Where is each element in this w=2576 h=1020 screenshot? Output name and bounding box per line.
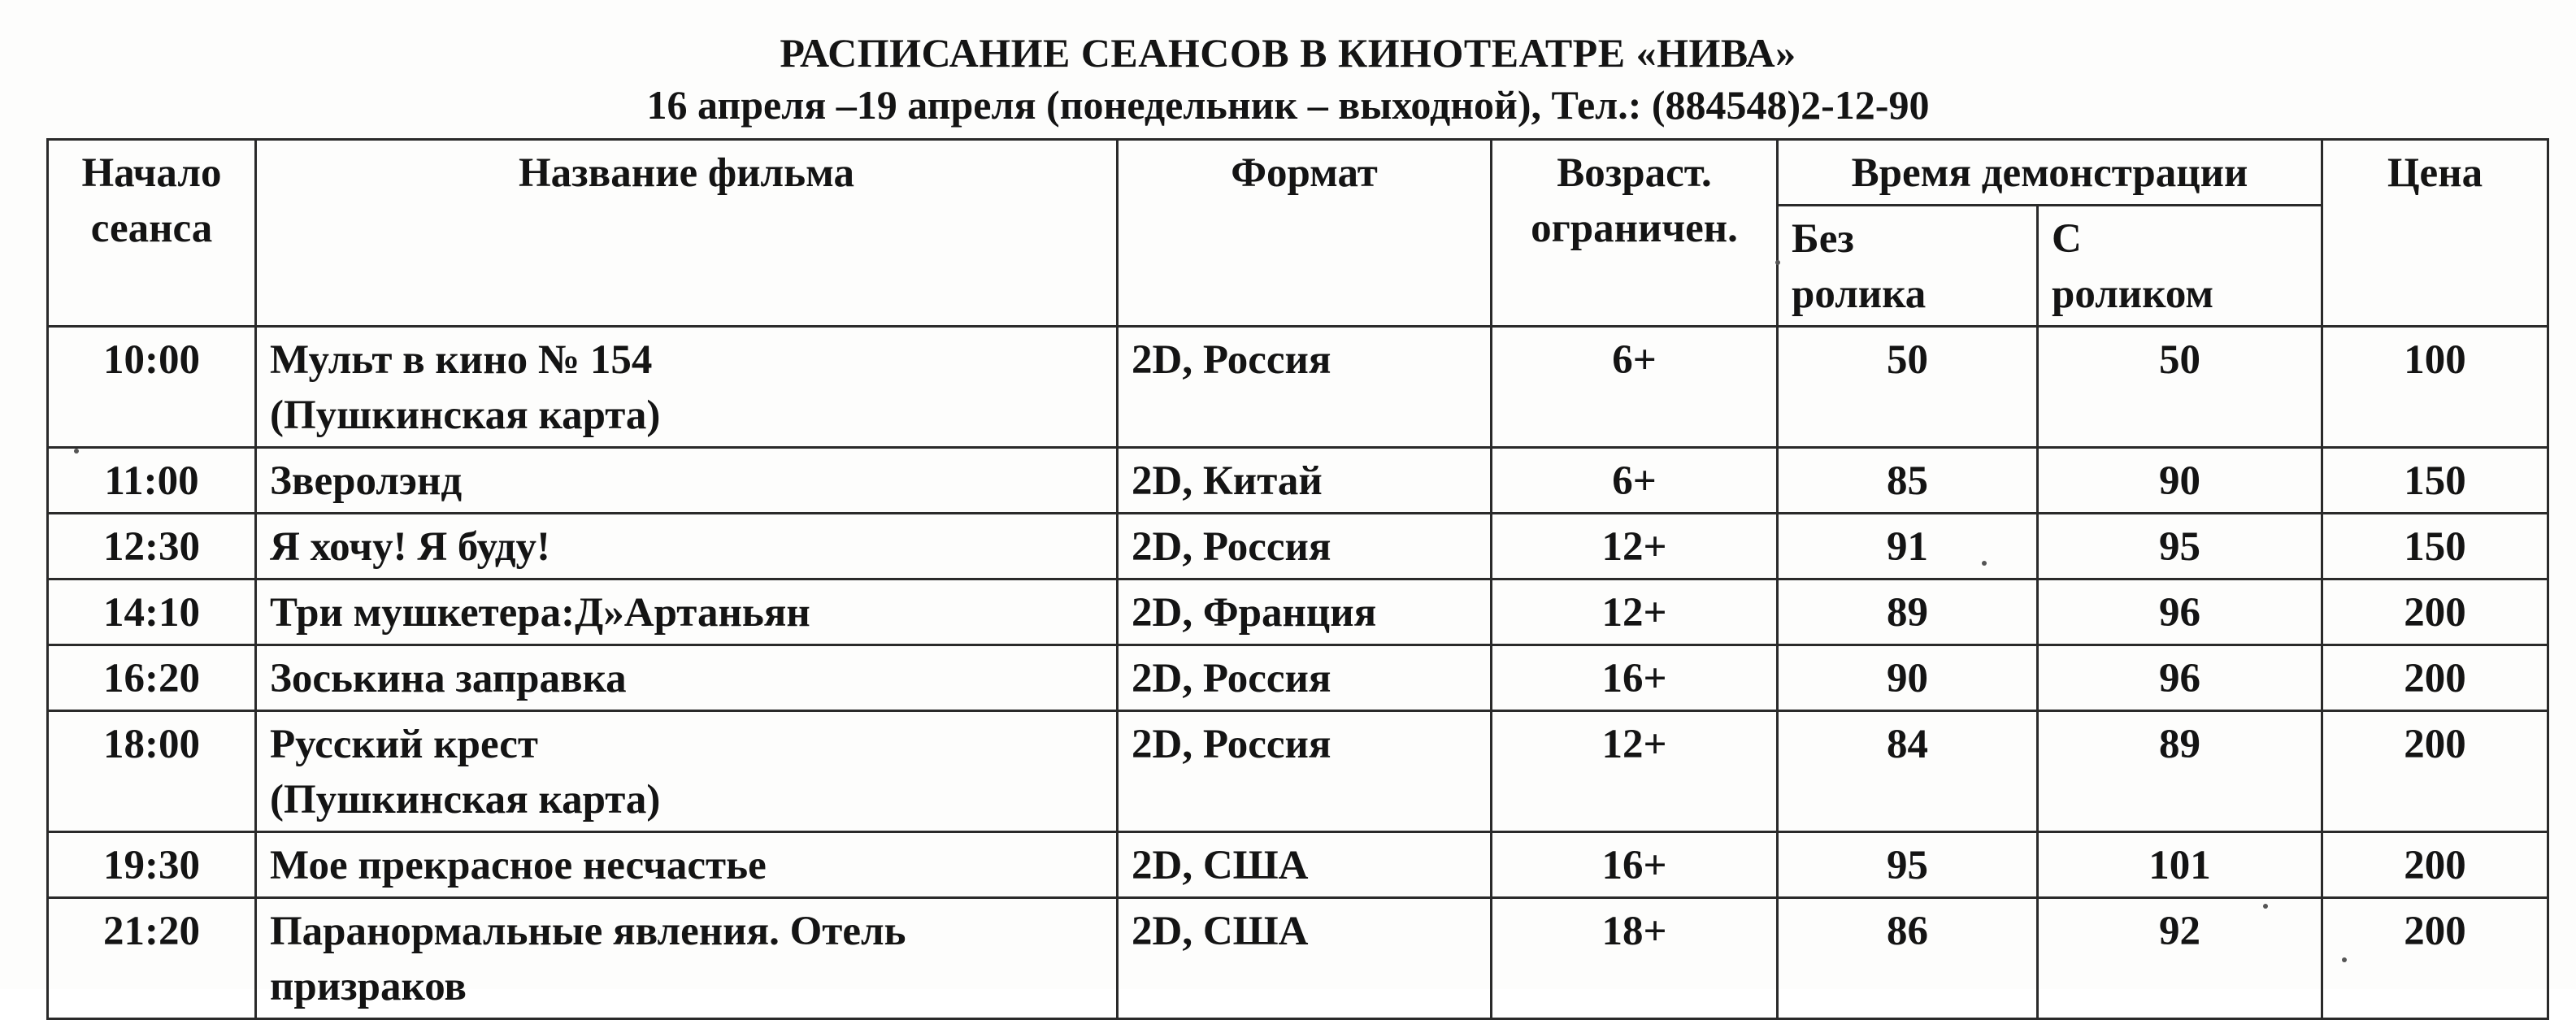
film-title <box>256 898 1118 1019</box>
age-rating: 12+ <box>1492 579 1778 645</box>
film-title-line: (Пушкинская карта) <box>270 393 661 438</box>
film-format: 2D, Россия <box>1118 711 1492 832</box>
ticket-price: 200 <box>2322 579 2548 645</box>
film-title-line: Я хочу! Я буду! <box>270 524 551 570</box>
table-row <box>48 645 2548 711</box>
duration-with-trailer: 50 <box>2038 327 2322 448</box>
duration-no-trailer: 95 <box>1778 832 2038 898</box>
session-time: 18:00 <box>48 711 256 832</box>
film-title <box>256 579 1118 645</box>
duration-no-trailer: 89 <box>1778 579 2038 645</box>
age-rating: 18+ <box>1492 898 1778 1019</box>
film-title <box>256 645 1118 711</box>
session-time: 11:00 <box>48 448 256 514</box>
film-title-line: Три мушкетера:Д»Артаньян <box>270 590 810 636</box>
age-rating: 16+ <box>1492 832 1778 898</box>
duration-no-trailer: 50 <box>1778 327 2038 448</box>
table-body <box>48 327 2548 1019</box>
duration-with-trailer: 90 <box>2038 448 2322 514</box>
film-title-line: Мульт в кино № 154 <box>270 337 653 383</box>
scan-speck <box>1775 260 1780 265</box>
film-format: 2D, Россия <box>1118 327 1492 448</box>
header-start-line-1: Начало <box>81 150 222 196</box>
table-row <box>48 514 2548 579</box>
session-time: 12:30 <box>48 514 256 579</box>
film-title-line: (Пушкинская карта) <box>270 777 661 823</box>
ticket-price: 200 <box>2322 898 2548 1019</box>
header-with-trailer-line-2: роликом <box>2052 271 2214 317</box>
film-title <box>256 514 1118 579</box>
header-no-trailer <box>1778 206 2038 327</box>
age-rating: 6+ <box>1492 448 1778 514</box>
header-film-title: Название фильма <box>256 140 1118 327</box>
document-title: РАСПИСАНИЕ СЕАНСОВ В КИНОТЕАТРЕ «НИВА» <box>780 30 1796 76</box>
header-age-line-2: ограничен. <box>1531 206 1738 251</box>
session-time: 16:20 <box>48 645 256 711</box>
ticket-price: 100 <box>2322 327 2548 448</box>
scan-speck <box>74 449 79 454</box>
film-title-line: Зоськина заправка <box>270 656 627 701</box>
age-rating: 12+ <box>1492 514 1778 579</box>
ticket-price: 200 <box>2322 711 2548 832</box>
table-row <box>48 832 2548 898</box>
table-header <box>48 140 2548 327</box>
duration-with-trailer: 101 <box>2038 832 2322 898</box>
age-rating: 12+ <box>1492 711 1778 832</box>
session-time: 21:20 <box>48 898 256 1019</box>
scan-speck <box>2342 957 2347 962</box>
header-duration: Время демонстрации <box>1778 140 2322 206</box>
header-age-line-1: Возраст. <box>1557 150 1712 196</box>
table-row <box>48 898 2548 1019</box>
duration-with-trailer: 96 <box>2038 645 2322 711</box>
film-title <box>256 711 1118 832</box>
header-no-trailer-line-2: ролика <box>1792 271 1927 317</box>
header-age-limit <box>1492 140 1778 327</box>
duration-no-trailer: 91 <box>1778 514 2038 579</box>
header-no-trailer-line-1: Без <box>1792 216 1854 262</box>
session-time: 19:30 <box>48 832 256 898</box>
duration-with-trailer: 89 <box>2038 711 2322 832</box>
duration-no-trailer: 84 <box>1778 711 2038 832</box>
duration-no-trailer: 85 <box>1778 448 2038 514</box>
duration-with-trailer: 92 <box>2038 898 2322 1019</box>
document-subtitle: 16 апреля –19 апреля (понедельник – выходной), Тел.: (884548)2-12-90 <box>646 82 1930 128</box>
film-format: 2D, США <box>1118 832 1492 898</box>
header-price: Цена <box>2322 140 2548 327</box>
header-format: Формат <box>1118 140 1492 327</box>
ticket-price: 200 <box>2322 645 2548 711</box>
film-title-line: Русский крест <box>270 722 538 767</box>
film-format: 2D, Россия <box>1118 645 1492 711</box>
film-format: 2D, Китай <box>1118 448 1492 514</box>
ticket-price: 200 <box>2322 832 2548 898</box>
film-title <box>256 448 1118 514</box>
header-start-time <box>48 140 256 327</box>
duration-no-trailer: 86 <box>1778 898 2038 1019</box>
film-title <box>256 832 1118 898</box>
duration-with-trailer: 95 <box>2038 514 2322 579</box>
duration-no-trailer: 90 <box>1778 645 2038 711</box>
film-format: 2D, Франция <box>1118 579 1492 645</box>
session-time: 14:10 <box>48 579 256 645</box>
film-title-line: Мое прекрасное несчастье <box>270 843 767 888</box>
film-title-line: призраков <box>270 964 467 1009</box>
age-rating: 6+ <box>1492 327 1778 448</box>
header-start-line-2: сеанса <box>90 206 213 251</box>
schedule-table <box>46 138 2549 1020</box>
scan-speck <box>1982 561 1987 566</box>
film-format: 2D, Россия <box>1118 514 1492 579</box>
film-title <box>256 327 1118 448</box>
header-with-trailer <box>2038 206 2322 327</box>
table-row <box>48 448 2548 514</box>
scan-speck <box>2263 904 2268 909</box>
film-format: 2D, США <box>1118 898 1492 1019</box>
table-row <box>48 711 2548 832</box>
table-row <box>48 579 2548 645</box>
session-time: 10:00 <box>48 327 256 448</box>
film-title-line: Зверолэнд <box>270 458 463 504</box>
duration-with-trailer: 96 <box>2038 579 2322 645</box>
ticket-price: 150 <box>2322 448 2548 514</box>
ticket-price: 150 <box>2322 514 2548 579</box>
film-title-line: Паранормальные явления. Отель <box>270 909 906 954</box>
table-row <box>48 327 2548 448</box>
header-with-trailer-line-1: С <box>2052 216 2082 262</box>
age-rating: 16+ <box>1492 645 1778 711</box>
